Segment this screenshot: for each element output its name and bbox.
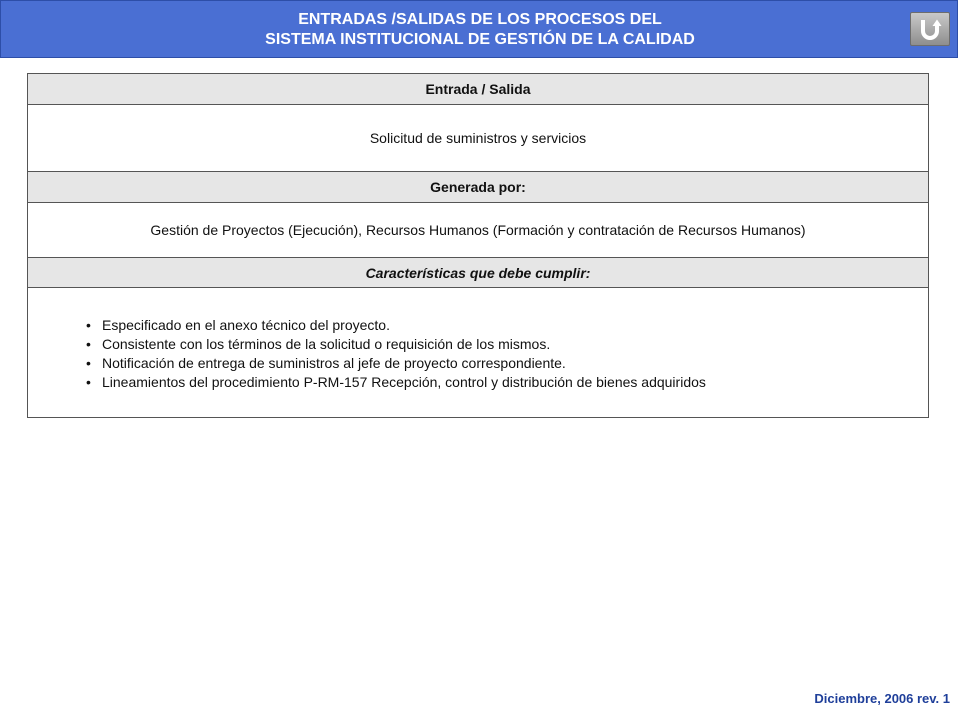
list-item: • Lineamientos del procedimiento P-RM-157 Recepción, control y distribución de bienes adquiridos [86,373,706,392]
entrada-salida-label: Entrada / Salida [28,74,928,105]
caracteristicas-cell [28,288,928,417]
list-item: • Notificación de entrega de suministros al jefe de proyecto correspondiente. [86,354,706,373]
page-title-line-1: ENTRADAS /SALIDAS DE LOS PROCESOS DEL [298,11,662,28]
generada-por-value: Gestión de Proyectos (Ejecución), Recursos Humanos (Formación y contratación de Recursos Humanos) [28,203,928,258]
caracteristicas-list [86,316,706,392]
page-title [1,10,959,50]
list-item: • Especificado en el anexo técnico del proyecto. [86,316,706,335]
generada-por-label: Generada por: [28,172,928,203]
revision-footer: Diciembre, 2006 rev. 1 [814,691,950,706]
caracteristicas-label: Características que debe cumplir: [28,258,928,288]
back-button[interactable] [910,12,950,46]
entrada-salida-value: Solicitud de suministros y servicios [28,105,928,172]
header-bar [0,0,958,58]
u-turn-back-icon [918,17,942,41]
list-item: • Consistente con los términos de la solicitud o requisición de los mismos. [86,335,706,354]
process-io-table [27,73,929,418]
page-title-line-2: SISTEMA INSTITUCIONAL DE GESTIÓN DE LA CALIDAD [265,31,695,48]
